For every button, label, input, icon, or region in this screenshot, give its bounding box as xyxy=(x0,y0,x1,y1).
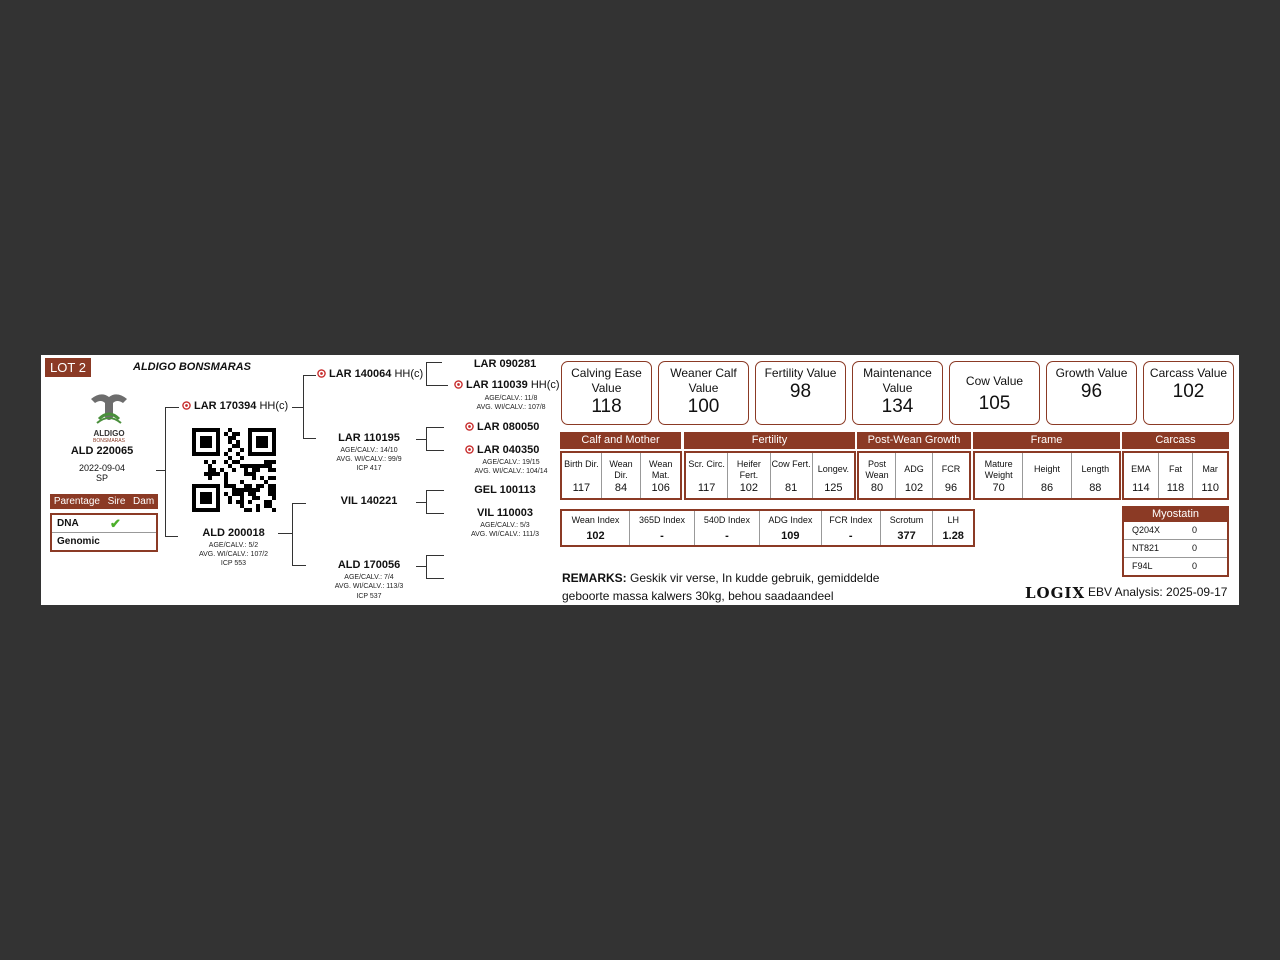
sd-icp: ICP 417 xyxy=(356,465,382,472)
index-label: FCR Index xyxy=(829,515,873,525)
dd-name: ALD 170056 xyxy=(337,559,401,571)
ebv-label: Fat xyxy=(1169,464,1183,474)
ebv-label: Scr. Circ. xyxy=(688,459,725,469)
ebv-label: Longev. xyxy=(817,464,850,474)
sd-name: LAR 110195 xyxy=(338,432,400,444)
sss-name: LAR 090281 xyxy=(473,358,537,370)
ebv-value: 81 xyxy=(785,482,798,494)
ebv-label: EMA xyxy=(1131,464,1151,474)
value-number: 118 xyxy=(591,396,622,417)
sdd-label xyxy=(465,444,539,456)
group-header-frame: Frame xyxy=(973,432,1120,449)
ebv-label: Birth Dir. xyxy=(564,459,599,469)
value-maintenance xyxy=(852,361,943,425)
ebv-cell xyxy=(686,453,728,498)
remarks-text: Geskik vir verse, In kudde gebruik, gemiddelde geboorte massa kalwers 30kg, behou saadaandeel xyxy=(562,571,880,603)
index-label: 540D Index xyxy=(703,515,750,525)
value-number: 105 xyxy=(978,393,1011,414)
parentage-row-label: DNA xyxy=(57,518,79,529)
sire-name: LAR 170394 xyxy=(194,400,257,412)
index-label: Scrotum xyxy=(889,515,924,525)
myostatin-value: 0 xyxy=(1192,525,1198,535)
parentage-header-label: Parentage xyxy=(53,496,100,507)
value-number: 98 xyxy=(789,381,812,402)
logix-logo: LOGIX xyxy=(1025,584,1086,602)
group-fertility xyxy=(684,451,856,500)
myostatin-marker: NT821 xyxy=(1132,543,1160,553)
ssd-age: AGE/CALV.: 11/8 xyxy=(484,395,538,402)
value-cow xyxy=(949,361,1040,425)
ssd-label xyxy=(454,379,560,391)
group-calf-mother xyxy=(560,451,682,500)
index-value: 102 xyxy=(586,530,605,542)
dam-name: ALD 200018 xyxy=(202,527,265,539)
ebv-label: Wean Dir. xyxy=(609,459,633,480)
ebv-label: Mar xyxy=(1202,464,1218,474)
qr-code[interactable] xyxy=(192,428,276,512)
value-label: Cow Value xyxy=(965,374,1024,388)
ebv-value: 110 xyxy=(1201,482,1219,494)
value-label: Weaner Calf Value xyxy=(670,366,737,395)
ssd-name: LAR 110039 xyxy=(466,379,528,391)
value-label: Fertility Value xyxy=(764,366,837,380)
ss-name: LAR 140064 xyxy=(329,368,392,380)
index-value: 1.28 xyxy=(942,530,964,542)
ebv-cell xyxy=(1072,453,1119,498)
check-icon: ✔ xyxy=(110,516,121,531)
ssd-suffix: HH(c) xyxy=(530,379,560,391)
ebv-cell xyxy=(562,453,602,498)
myostatin-value: 0 xyxy=(1192,561,1198,571)
ebv-cell xyxy=(602,453,642,498)
ebv-cell xyxy=(771,453,813,498)
dd-icp: ICP 537 xyxy=(356,593,382,600)
target-icon xyxy=(465,445,474,454)
ebv-label: Wean Mat. xyxy=(649,459,673,480)
dd-avg: AVG. WI/CALV.: 113/3 xyxy=(334,583,404,590)
group-frame xyxy=(973,451,1121,500)
logo-subtext: BONSMARAS xyxy=(93,438,125,444)
myostatin-row xyxy=(1124,522,1227,539)
ebv-cell xyxy=(1023,453,1071,498)
target-icon xyxy=(454,380,463,389)
parentage-table xyxy=(50,494,158,552)
value-label: Maintenance Value xyxy=(863,366,932,395)
value-number: 100 xyxy=(687,396,720,417)
index-cell xyxy=(822,511,881,545)
index-cell xyxy=(881,511,934,545)
parentage-header-sire: Sire xyxy=(107,496,126,507)
ebv-value: 118 xyxy=(1166,482,1185,494)
dss-name: GEL 100113 xyxy=(474,484,536,496)
value-carcass xyxy=(1143,361,1234,425)
target-icon xyxy=(182,401,191,410)
ebv-value: 70 xyxy=(992,482,1005,494)
ebv-cell xyxy=(1159,453,1194,498)
myostatin-value: 0 xyxy=(1192,543,1198,553)
ebv-value: 117 xyxy=(697,482,716,494)
index-value: 377 xyxy=(897,530,916,542)
logo-text: ALDIGO xyxy=(93,429,125,438)
sds-name: LAR 080050 xyxy=(477,421,540,433)
value-label: Growth Value xyxy=(1055,366,1128,380)
ebv-cell xyxy=(813,453,854,498)
index-cell xyxy=(760,511,822,545)
ebv-value: 102 xyxy=(904,482,924,494)
animal-id: ALD 220065 xyxy=(70,445,134,457)
parentage-row-label: Genomic xyxy=(57,536,100,547)
parentage-row-genomic xyxy=(52,532,156,550)
ebv-value: 114 xyxy=(1132,482,1150,494)
ebv-value: 96 xyxy=(944,482,958,494)
myostatin-marker: Q204X xyxy=(1132,525,1161,535)
ss-suffix: HH(c) xyxy=(394,368,424,380)
dam-icp: ICP 553 xyxy=(220,560,247,567)
target-icon xyxy=(465,422,474,431)
index-value: - xyxy=(660,530,664,542)
dsd-name: VIL 110003 xyxy=(476,507,534,519)
ebv-cell xyxy=(859,453,896,498)
sdd-avg: AVG. WI/CALV.: 104/14 xyxy=(474,468,548,475)
ebv-label: Mature Weight xyxy=(984,459,1013,480)
ebv-label: ADG xyxy=(904,464,924,474)
group-postwean xyxy=(857,451,971,500)
value-weaner-calf xyxy=(658,361,749,425)
index-cell xyxy=(933,511,973,545)
ds-name: VIL 140221 xyxy=(340,495,398,507)
value-label: Calving Ease Value xyxy=(571,366,642,395)
ebv-label: Cow Fert. xyxy=(771,459,811,469)
sds-label xyxy=(465,421,539,433)
index-cell xyxy=(630,511,695,545)
myostatin-row xyxy=(1124,557,1227,575)
ebv-label: Height xyxy=(1033,464,1060,474)
remarks xyxy=(562,569,922,605)
parentage-row-dna xyxy=(52,515,156,532)
dd-age: AGE/CALV.: 7/4 xyxy=(344,574,394,581)
group-header-postwean: Post-Wean Growth xyxy=(857,432,971,449)
group-header-fertility: Fertility xyxy=(684,432,855,449)
sdd-age: AGE/CALV.: 19/15 xyxy=(482,459,540,466)
index-label: ADG Index xyxy=(768,515,813,525)
lot-badge: LOT 2 xyxy=(45,358,91,377)
ebv-cell xyxy=(728,453,770,498)
value-number: 134 xyxy=(881,396,914,417)
parentage-header xyxy=(50,494,158,509)
ebv-cell xyxy=(1124,453,1159,498)
ebv-value: 86 xyxy=(1040,482,1054,494)
ebv-label: Length xyxy=(1081,464,1110,474)
index-value: - xyxy=(725,530,729,542)
index-label: LH xyxy=(947,515,959,525)
remarks-label: REMARKS: xyxy=(562,571,627,585)
ebv-value: 102 xyxy=(739,482,759,494)
ebv-label: Post Wean xyxy=(865,459,889,480)
group-header-carcass: Carcass xyxy=(1122,432,1229,449)
sire-label xyxy=(182,400,288,412)
aldigo-logo xyxy=(85,389,133,444)
index-cell xyxy=(695,511,760,545)
value-number: 96 xyxy=(1080,381,1103,402)
group-header-calf-mother: Calf and Mother xyxy=(560,432,681,449)
ebv-value: 88 xyxy=(1089,482,1102,494)
ebv-cell xyxy=(896,453,933,498)
value-number: 102 xyxy=(1172,381,1205,402)
ebv-cell xyxy=(1193,453,1227,498)
sire-suffix: HH(c) xyxy=(259,400,289,412)
index-table xyxy=(560,509,975,547)
animal-breed-code: SP xyxy=(95,473,108,483)
ebv-cell xyxy=(933,453,969,498)
sd-age: AGE/CALV.: 14/10 xyxy=(340,447,398,454)
ss-label xyxy=(317,368,423,380)
myostatin-title: Myostatin xyxy=(1122,506,1229,522)
index-label: 365D Index xyxy=(638,515,685,525)
ebv-label: Heifer Fert. xyxy=(736,459,761,480)
ebv-value: 117 xyxy=(572,482,591,494)
value-label: Carcass Value xyxy=(1149,366,1228,380)
dsd-avg: AVG. WI/CALV.: 111/3 xyxy=(470,531,540,538)
ssd-avg: AVG. WI/CALV.: 107/8 xyxy=(476,404,546,411)
value-fertility xyxy=(755,361,846,425)
index-value: - xyxy=(848,530,853,542)
value-calving-ease xyxy=(561,361,652,425)
sd-avg: AVG. WI/CALV.: 99/9 xyxy=(336,456,402,463)
ebv-cell xyxy=(641,453,680,498)
dam-age: AGE/CALV.: 5/2 xyxy=(208,542,259,549)
index-value: 109 xyxy=(781,530,800,542)
ebv-value: 106 xyxy=(651,482,670,494)
dsd-age: AGE/CALV.: 5/3 xyxy=(480,522,530,529)
lot-card xyxy=(41,355,1239,605)
farm-name: ALDIGO BONSMARAS xyxy=(133,361,251,373)
myostatin-table xyxy=(1122,506,1229,577)
myostatin-marker: F94L xyxy=(1132,561,1153,571)
index-label: Wean Index xyxy=(571,515,620,525)
parentage-header-dam: Dam xyxy=(133,496,155,507)
ebv-analysis-date: EBV Analysis: 2025-09-17 xyxy=(1088,585,1228,599)
group-carcass xyxy=(1122,451,1229,500)
target-icon xyxy=(317,369,326,378)
myostatin-row xyxy=(1124,539,1227,557)
ebv-value: 80 xyxy=(870,482,884,494)
ebv-value: 84 xyxy=(614,482,628,494)
ebv-label: FCR xyxy=(941,464,961,474)
animal-date: 2022-09-04 xyxy=(78,463,126,473)
ebv-cell xyxy=(975,453,1023,498)
index-cell xyxy=(562,511,630,545)
dam-avg: AVG. WI/CALV.: 107/2 xyxy=(198,551,269,558)
ebv-value: 125 xyxy=(824,482,843,494)
value-growth xyxy=(1046,361,1137,425)
sdd-name: LAR 040350 xyxy=(477,444,540,456)
